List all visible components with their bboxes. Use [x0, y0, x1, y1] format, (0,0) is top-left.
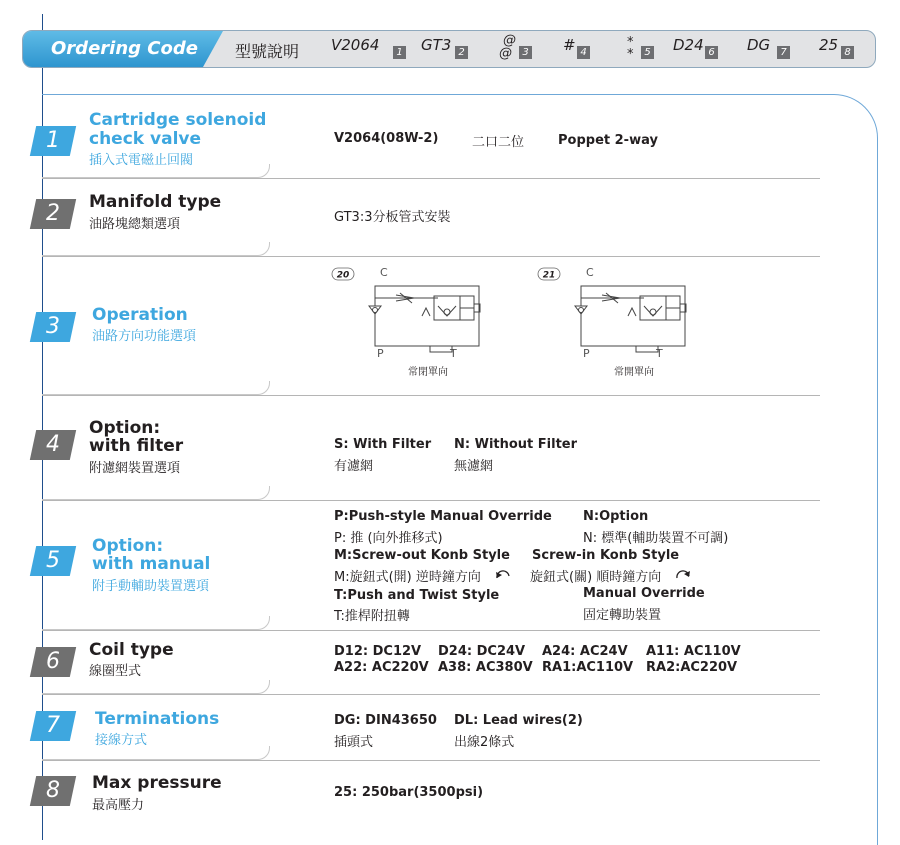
termination-dl-zh: 出線2條式 — [454, 735, 515, 750]
circuit-diagram-20 — [330, 262, 500, 382]
row-2-title-zh: 油路塊總類選項 — [89, 217, 181, 232]
port-t-label: T — [656, 347, 663, 360]
row-1-type: Poppet 2-way — [558, 133, 658, 148]
termination-dg-en: DG: DIN43650 — [334, 713, 437, 728]
manual-m-zh: M:旋鈕式(開) 逆時鐘方向 — [334, 570, 481, 585]
row-1-title-line1: Cartridge solenoid — [89, 110, 267, 130]
coil-option: A38: AC380V — [438, 660, 533, 675]
row-divider — [42, 256, 820, 257]
manual-p-zh: P: 推 (向外推移式) — [334, 531, 443, 546]
diagram-code: 21 — [542, 270, 556, 281]
termination-dl-en: DL: Lead wires(2) — [454, 713, 583, 728]
port-c-label: C — [380, 266, 388, 279]
diagram-caption: 常開單向 — [614, 367, 654, 378]
coil-option: D24: DC24V — [438, 644, 526, 659]
row-1-title-zh: 插入式電磁止回閥 — [89, 153, 194, 168]
row-4-title-line2: with filter — [89, 436, 184, 456]
filter-n-en: N: Without Filter — [454, 437, 578, 452]
row-6-title: Coil type — [89, 640, 174, 660]
row-badge-1: 1 — [30, 126, 76, 156]
code-num-6: 6 — [705, 46, 718, 59]
counterclockwise-icon — [494, 566, 512, 580]
circuit-symbol — [575, 286, 686, 352]
row-separator — [42, 746, 270, 760]
manual-m-en: M:Screw-out Konb Style — [334, 548, 510, 563]
port-p-label: P — [377, 347, 384, 360]
row-1-model: V2064(08W-2) — [334, 131, 439, 146]
row-3-title-zh: 油路方向功能選項 — [92, 329, 197, 344]
row-3-title: Operation — [92, 305, 188, 325]
row-divider — [42, 630, 820, 631]
coil-option: RA1:AC110V — [542, 660, 634, 675]
port-p-label: P — [583, 347, 590, 360]
header-subtitle: 型號說明 — [235, 42, 300, 61]
port-t-label: T — [450, 347, 457, 360]
code-seg-2: GT3 — [421, 36, 452, 54]
filter-n-zh: 無濾網 — [454, 459, 494, 474]
header-title: Ordering Code — [51, 38, 198, 59]
port-c-label: C — [586, 266, 594, 279]
row-divider — [42, 500, 820, 501]
row-8-title-zh: 最高壓力 — [92, 798, 145, 813]
code-num-5: 5 — [641, 46, 654, 59]
row-badge-2: 2 — [30, 199, 76, 229]
manual-override-zh: 固定轉助裝置 — [583, 608, 662, 623]
code-seg-5-bottom: * — [627, 47, 634, 62]
code-seg-6: D24 — [673, 36, 704, 54]
code-num-3: 3 — [519, 46, 532, 59]
manual-n-en: N:Option — [583, 509, 649, 524]
code-seg-8: 25 — [819, 36, 839, 54]
row-2-value: GT3:3分板管式安裝 — [334, 210, 451, 225]
row-separator — [42, 381, 270, 395]
code-num-4: 4 — [577, 46, 590, 59]
coil-option: A11: AC110V — [646, 644, 741, 659]
circuit-symbol — [369, 286, 480, 352]
clockwise-icon — [674, 566, 692, 580]
row-5-title-line1: Option: — [92, 536, 164, 556]
termination-dg-zh: 插頭式 — [334, 735, 374, 750]
code-seg-4: # — [563, 36, 576, 54]
manual-t-en: T:Push and Twist Style — [334, 588, 500, 603]
coil-option: A22: AC220V — [334, 660, 429, 675]
row-7-title: Terminations — [95, 709, 220, 729]
row-separator — [42, 242, 270, 256]
filter-s-en: S: With Filter — [334, 437, 432, 452]
code-seg-1: V2064 — [331, 36, 380, 54]
row-badge-4: 4 — [30, 430, 76, 460]
code-seg-3-bottom: @ — [499, 46, 512, 61]
row-badge-6: 6 — [30, 647, 76, 677]
row-badge-5: 5 — [30, 546, 76, 576]
code-num-7: 7 — [777, 46, 790, 59]
row-1-title-line2: check valve — [89, 129, 202, 149]
row-2-title: Manifold type — [89, 192, 222, 212]
row-5-title-line2: with manual — [92, 554, 211, 574]
row-4-title-line1: Option: — [89, 418, 161, 438]
row-8-title: Max pressure — [92, 773, 222, 793]
ordering-code-header — [22, 30, 876, 68]
manual-override-en: Manual Override — [583, 586, 705, 601]
row-badge-3: 3 — [30, 312, 76, 342]
code-seg-3: @ — [503, 33, 516, 48]
coil-option: RA2:AC220V — [646, 660, 738, 675]
coil-option: A24: AC24V — [542, 644, 628, 659]
manual-screw-in-en: Screw-in Konb Style — [532, 548, 680, 563]
row-divider — [42, 178, 820, 179]
row-1-ports: 二口二位 — [472, 135, 525, 150]
code-seg-5: * — [627, 35, 634, 50]
circuit-diagram-21 — [536, 262, 706, 382]
row-separator — [42, 486, 270, 500]
code-num-2: 2 — [455, 46, 468, 59]
row-7-title-zh: 接線方式 — [95, 733, 148, 748]
row-divider — [42, 694, 820, 695]
max-pressure-value: 25: 250bar(3500psi) — [334, 785, 484, 800]
row-separator — [42, 680, 270, 694]
row-separator — [42, 616, 270, 630]
code-num-1: 1 — [393, 46, 406, 59]
manual-screw-in-zh: 旋鈕式(關) 順時鐘方向 — [530, 570, 662, 585]
row-6-title-zh: 線圈型式 — [89, 664, 142, 679]
code-num-8: 8 — [841, 46, 854, 59]
row-badge-8: 8 — [30, 776, 76, 806]
row-badge-7: 7 — [30, 711, 76, 741]
manual-p-en: P:Push-style Manual Override — [334, 509, 552, 524]
diagram-code: 20 — [336, 270, 350, 281]
manual-t-zh: T:推桿附扭轉 — [334, 609, 410, 624]
row-divider — [42, 760, 820, 761]
coil-option: D12: DC12V — [334, 644, 422, 659]
diagram-caption: 常閉單向 — [408, 367, 448, 378]
code-seg-7: DG — [747, 36, 771, 54]
filter-s-zh: 有濾網 — [334, 459, 374, 474]
row-5-title-zh: 附手動輔助裝置選項 — [92, 579, 210, 594]
row-4-title-zh: 附濾網裝置選項 — [89, 461, 181, 476]
manual-n-zh: N: 標準(輔助裝置不可調) — [583, 531, 729, 546]
row-separator — [42, 164, 270, 178]
row-divider — [42, 395, 820, 396]
